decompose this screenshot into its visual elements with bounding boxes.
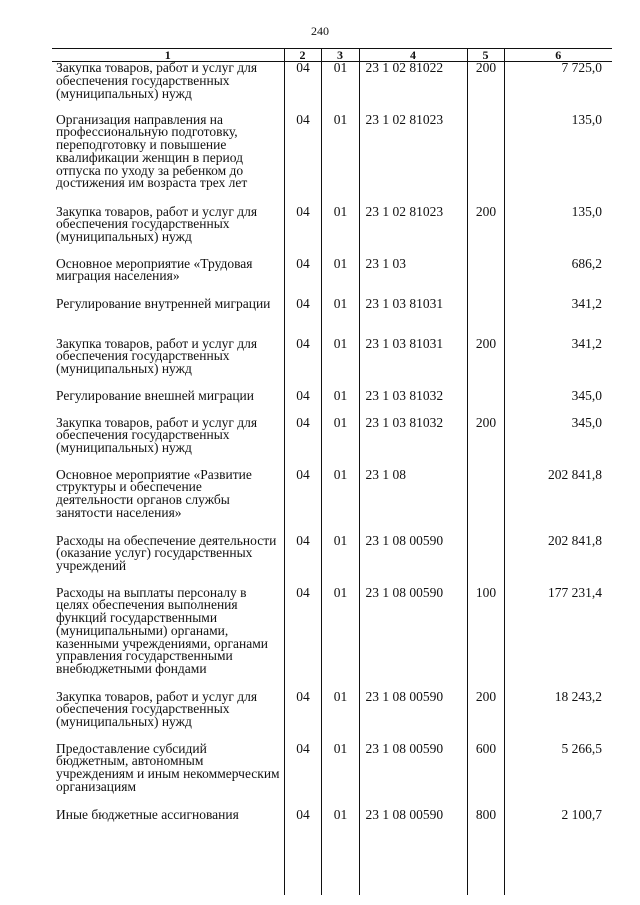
- row-description: Закупка товаров, работ и услуг для обеспечения государственных (муниципальных) нужд: [56, 60, 258, 101]
- row-subsection-code: 01: [321, 469, 359, 535]
- row-target-article-code: 23 1 08: [359, 469, 467, 535]
- row-amount: 18 243,2: [504, 691, 612, 743]
- row-description: Предоставление субсидий бюджетным, автономным учреждениям и иным некоммерческим организациям: [56, 740, 280, 794]
- row-description: Регулирование внешней миграции: [56, 387, 255, 403]
- row-section-code: 04: [284, 535, 321, 587]
- row-description: Расходы на обеспечение деятельности (оказание услуг) государственных учреждений: [56, 532, 277, 574]
- row-amount: 7 725,0: [504, 62, 612, 114]
- row-amount: 135,0: [504, 206, 612, 258]
- table-row: [52, 258, 612, 298]
- row-target-article-code: 23 1 03: [359, 258, 467, 298]
- header-col-2: 2: [284, 49, 321, 62]
- row-target-article-code: 23 1 03 81031: [359, 338, 467, 390]
- row-expense-type-code: 100: [467, 587, 504, 691]
- row-subsection-code: 01: [321, 114, 359, 206]
- row-description: Закупка товаров, работ и услуг для обеспечения государственных (муниципальных) нужд: [56, 414, 258, 456]
- row-section-code: 04: [284, 743, 321, 809]
- row-section-code: 04: [284, 258, 321, 298]
- filler-cell: [467, 835, 504, 895]
- row-target-article-code: 23 1 08 00590: [359, 587, 467, 691]
- row-expense-type-code: [467, 469, 504, 535]
- row-subsection-code: 01: [321, 298, 359, 338]
- row-subsection-code: 01: [321, 743, 359, 809]
- row-expense-type-code: [467, 298, 504, 338]
- row-amount: 341,2: [504, 298, 612, 338]
- table-row: [52, 298, 612, 338]
- filler-cell: [321, 835, 359, 895]
- row-amount: 202 841,8: [504, 535, 612, 587]
- row-amount: 345,0: [504, 390, 612, 417]
- budget-table-container: [52, 48, 612, 898]
- row-amount: 686,2: [504, 258, 612, 298]
- table-body: [52, 62, 612, 895]
- row-amount: 5 266,5: [504, 743, 612, 809]
- table-row: [52, 469, 612, 535]
- row-target-article-code: 23 1 02 81023: [359, 114, 467, 206]
- row-expense-type-code: 800: [467, 809, 504, 835]
- row-section-code: 04: [284, 114, 321, 206]
- table-row: [52, 114, 612, 206]
- table-row: [52, 691, 612, 743]
- table-row: [52, 62, 612, 114]
- row-amount: 177 231,4: [504, 587, 612, 691]
- table-filler-row: [52, 835, 612, 895]
- row-subsection-code: 01: [321, 535, 359, 587]
- row-section-code: 04: [284, 62, 321, 114]
- row-section-code: 04: [284, 809, 321, 835]
- row-subsection-code: 01: [321, 587, 359, 691]
- row-description: Регулирование внутренней миграции: [56, 295, 271, 311]
- row-target-article-code: 23 1 08 00590: [359, 809, 467, 835]
- row-description: Закупка товаров, работ и услуг для обеспечения государственных (муниципальных) нужд: [56, 688, 258, 730]
- row-expense-type-code: 200: [467, 417, 504, 469]
- header-col-6: 6: [504, 49, 612, 62]
- row-description: Организация направления на профессиональную подготовку, переподготовку и повышение квалификации женщин в период отпуска по уходу за ребенком до достижения им возраста трех лет: [56, 111, 248, 191]
- table-row: [52, 809, 612, 835]
- filler-cell: [52, 835, 284, 895]
- row-subsection-code: 01: [321, 390, 359, 417]
- row-target-article-code: 23 1 03 81032: [359, 390, 467, 417]
- budget-table: [52, 48, 612, 895]
- row-expense-type-code: [467, 258, 504, 298]
- row-expense-type-code: 600: [467, 743, 504, 809]
- row-expense-type-code: [467, 535, 504, 587]
- row-target-article-code: 23 1 02 81023: [359, 206, 467, 258]
- row-amount: 341,2: [504, 338, 612, 390]
- row-description: Основное мероприятие «Развитие структуры и обеспечение деятельности органов службы занятости населения»: [56, 466, 252, 520]
- row-description: Закупка товаров, работ и услуг для обеспечения государственных (муниципальных) нужд: [56, 335, 258, 377]
- page-number: 240: [311, 24, 329, 38]
- row-subsection-code: 01: [321, 338, 359, 390]
- header-col-3: 3: [321, 49, 359, 62]
- row-expense-type-code: 200: [467, 206, 504, 258]
- table-row: [52, 743, 612, 809]
- row-amount: 345,0: [504, 417, 612, 469]
- table-row: [52, 417, 612, 469]
- row-expense-type-code: 200: [467, 691, 504, 743]
- filler-cell: [284, 835, 321, 895]
- row-target-article-code: 23 1 03 81031: [359, 298, 467, 338]
- row-section-code: 04: [284, 691, 321, 743]
- row-section-code: 04: [284, 298, 321, 338]
- row-expense-type-code: [467, 114, 504, 206]
- row-target-article-code: 23 1 08 00590: [359, 691, 467, 743]
- table-row: [52, 338, 612, 390]
- table-row: [52, 587, 612, 691]
- row-subsection-code: 01: [321, 206, 359, 258]
- filler-cell: [504, 835, 612, 895]
- header-col-5: 5: [467, 49, 504, 62]
- row-section-code: 04: [284, 417, 321, 469]
- row-expense-type-code: 200: [467, 338, 504, 390]
- row-expense-type-code: [467, 390, 504, 417]
- row-target-article-code: 23 1 03 81032: [359, 417, 467, 469]
- row-description: Расходы на выплаты персоналу в целях обеспечения выполнения функций государственными (муниципальными) органами, казенными учреждениями, органами управления государственными внебюджетными фондами: [56, 584, 268, 677]
- row-subsection-code: 01: [321, 417, 359, 469]
- table-row: [52, 535, 612, 587]
- table-row: [52, 206, 612, 258]
- row-section-code: 04: [284, 338, 321, 390]
- row-section-code: 04: [284, 469, 321, 535]
- filler-cell: [359, 835, 467, 895]
- row-subsection-code: 01: [321, 62, 359, 114]
- row-subsection-code: 01: [321, 809, 359, 835]
- row-subsection-code: 01: [321, 258, 359, 298]
- row-target-article-code: 23 1 02 81022: [359, 62, 467, 114]
- row-description: Закупка товаров, работ и услуг для обеспечения государственных (муниципальных) нужд: [56, 203, 258, 245]
- row-expense-type-code: 200: [467, 62, 504, 114]
- row-section-code: 04: [284, 206, 321, 258]
- header-col-1: 1: [52, 49, 284, 62]
- table-row: [52, 390, 612, 417]
- row-amount: 2 100,7: [504, 809, 612, 835]
- row-target-article-code: 23 1 08 00590: [359, 743, 467, 809]
- row-description: Иные бюджетные ассигнования: [56, 806, 239, 822]
- row-target-article-code: 23 1 08 00590: [359, 535, 467, 587]
- row-section-code: 04: [284, 587, 321, 691]
- header-col-4: 4: [359, 49, 467, 62]
- row-subsection-code: 01: [321, 691, 359, 743]
- row-amount: 202 841,8: [504, 469, 612, 535]
- row-description: Основное мероприятие «Трудовая миграция населения»: [56, 255, 253, 284]
- row-amount: 135,0: [504, 114, 612, 206]
- row-section-code: 04: [284, 390, 321, 417]
